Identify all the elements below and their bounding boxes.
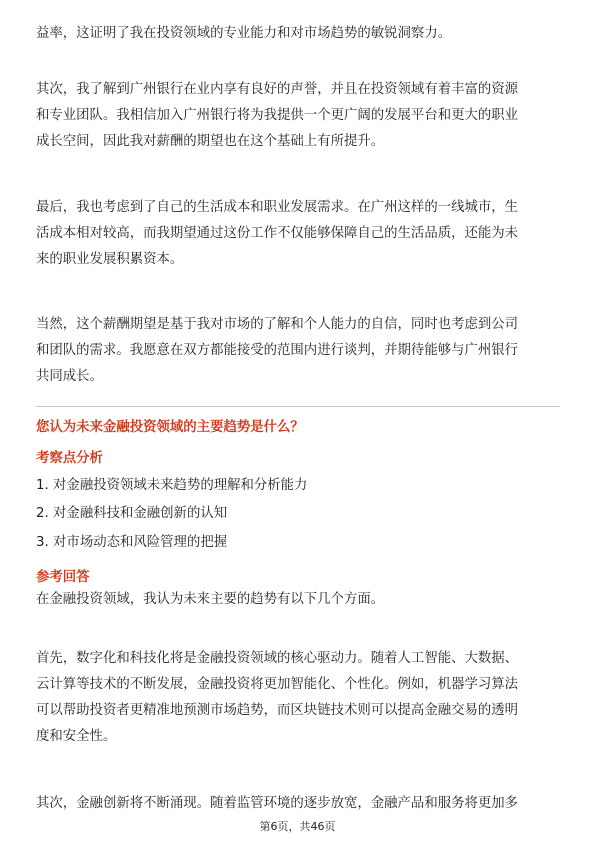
text-line: 云计算等技术的不断发展，金融投资将更加智能化、个性化。例如，机器学习算法 xyxy=(36,677,519,692)
text-line: 和团队的需求。我愿意在双方都能接受的范围内进行谈判，并期待能够与广州银行 xyxy=(36,343,519,358)
text-line: 共同成长。 xyxy=(36,369,103,384)
paragraph-digitalization xyxy=(36,646,560,750)
text-line: 活成本相对较高，而我期望通过这份工作不仅能够保障自己的生活品质，还能为未 xyxy=(36,226,519,241)
paragraph-living-cost xyxy=(36,195,560,273)
text-line: 成长空间，因此我对薪酬的期望也在这个基础上有所提升。 xyxy=(36,134,385,149)
section-divider xyxy=(36,406,560,407)
paragraph-income-proof xyxy=(36,21,560,47)
paragraph-bank-reputation xyxy=(36,77,560,155)
text-line: 其次，金融创新将不断涌现。随着监管环境的逐步放宽，金融产品和服务将更加多 xyxy=(36,796,519,811)
analysis-item: 2. 对金融科技和金融创新的认知 xyxy=(36,506,228,521)
question-title: 您认为未来金融投资领域的主要趋势是什么？ xyxy=(36,420,304,435)
text-line: 益率，这证明了我在投资领域的专业能力和对市场趋势的敏锐洞察力。 xyxy=(36,26,452,41)
text-line: 来的职业发展积累资本。 xyxy=(36,252,184,267)
page-number-footer: 第6页，共46页 xyxy=(259,820,336,833)
answer-heading: 参考回答 xyxy=(36,570,90,585)
analysis-heading: 考察点分析 xyxy=(36,451,103,466)
paragraph-salary-negotiation xyxy=(36,312,560,390)
text-line: 首先，数字化和科技化将是金融投资领域的核心驱动力。随着人工智能、大数据、 xyxy=(36,651,519,666)
text-line: 在金融投资领域，我认为未来主要的趋势有以下几个方面。 xyxy=(36,592,385,607)
text-line: 最后，我也考虑到了自己的生活成本和职业发展需求。在广州这样的一线城市，生 xyxy=(36,200,519,215)
analysis-item: 3. 对市场动态和风险管理的把握 xyxy=(36,535,228,550)
text-line: 度和安全性。 xyxy=(36,729,117,744)
analysis-item: 1. 对金融投资领域未来趋势的理解和分析能力 xyxy=(36,478,308,493)
paragraph-financial-innovation xyxy=(36,791,560,817)
text-line: 和专业团队。我相信加入广州银行将为我提供一个更广阔的发展平台和更大的职业 xyxy=(36,108,519,123)
paragraph-answer-intro xyxy=(36,587,560,613)
text-line: 可以帮助投资者更精准地预测市场趋势，而区块链技术则可以提高金融交易的透明 xyxy=(36,703,519,718)
text-line: 当然，这个薪酬期望是基于我对市场的了解和个人能力的自信，同时也考虑到公司 xyxy=(36,317,519,332)
text-line: 其次，我了解到广州银行在业内享有良好的声誉，并且在投资领域有着丰富的资源 xyxy=(36,82,519,97)
